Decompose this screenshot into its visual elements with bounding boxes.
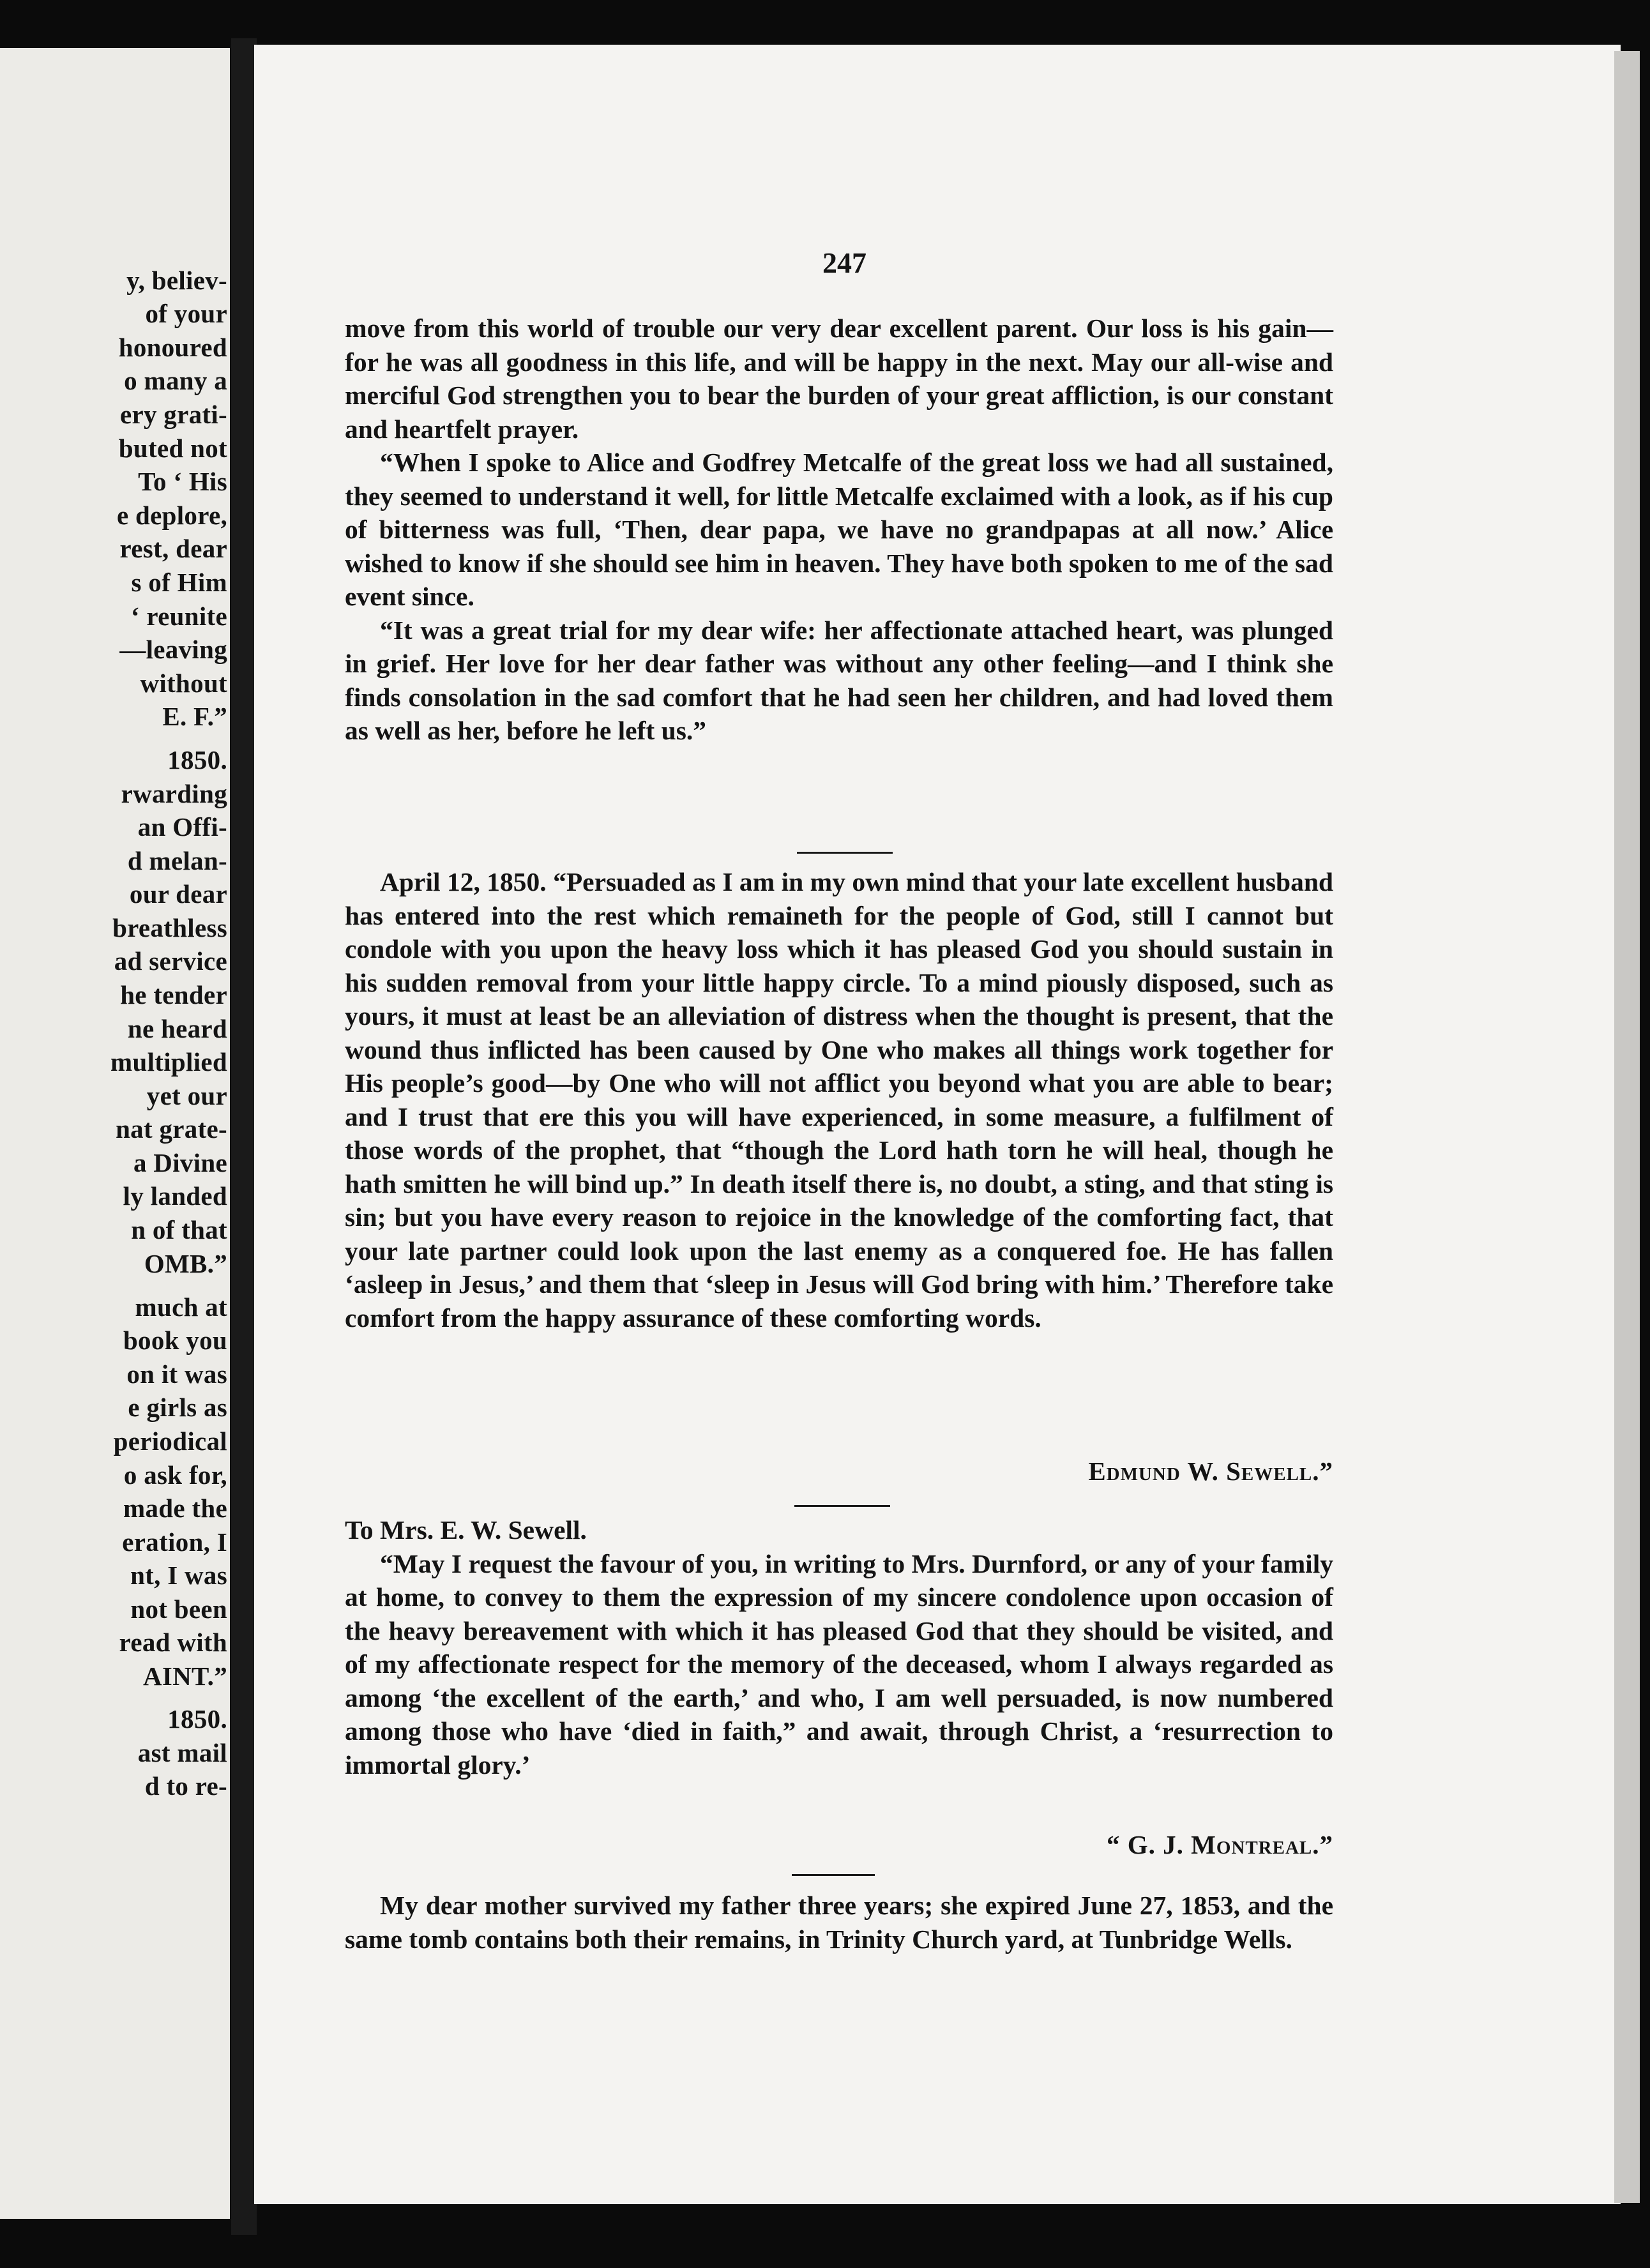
- left-page-line: 1850.: [167, 1704, 227, 1734]
- left-page-line: n of that: [131, 1215, 227, 1244]
- paragraph: “May I request the favour of you, in writing to Mrs. Durnford, or any of your family at home, to convey to them the expression of my sincere condolence upon occasion of the heavy bereavement with which it has pleased God that they should be visited, and of my affectionate respect for the memory of the deceased, whom I always regarded as among ‘the excellent of the earth,’ and who, I am well persuaded, is now numbered among those who have ‘died in faith,” and await, through Christ, a ‘resurrection to immortal glory.’: [345, 1548, 1333, 1780]
- left-page-line: not been: [130, 1594, 227, 1624]
- closing-note: [345, 1889, 1333, 1956]
- left-page-line: e girls as: [128, 1393, 227, 1422]
- left-page-line: o many a: [124, 366, 227, 395]
- left-page-line: rest, dear: [119, 534, 227, 563]
- left-page-line: periodical: [113, 1426, 227, 1456]
- paragraph: “When I spoke to Alice and Godfrey Metcalfe of the great loss we had all sustained, they seemed to understand it well, for little Metcalfe exclaimed with a look, as if his cup of bitterness was full, ‘Then, dear papa, we have no grandpapas at all now.’ Alice wished to know if she should see him in heaven. They have both spoken to me of the sad event since.: [345, 448, 1333, 611]
- left-page-line: our dear: [129, 879, 227, 909]
- left-page-line: buted not: [118, 434, 227, 463]
- page-number: 247: [822, 246, 867, 279]
- section-divider: [797, 852, 893, 854]
- page-edge: [1614, 51, 1640, 2203]
- left-page-line: rwarding: [121, 779, 227, 808]
- left-page-line: —leaving: [119, 635, 227, 664]
- left-page-line: AINT.”: [142, 1661, 227, 1691]
- left-page-line: on it was: [126, 1359, 227, 1389]
- paragraph: My dear mother survived my father three years; she expired June 27, 1853, and the same tomb contains both their remains, in Trinity Church yard, at Tunbridge Wells.: [345, 1891, 1333, 1954]
- signature: “ G. J. Montreal.”: [1106, 1830, 1333, 1859]
- left-page-line: ast mail: [137, 1738, 227, 1767]
- left-page-line: ne heard: [127, 1014, 227, 1043]
- left-page-line: 1850.: [167, 745, 227, 775]
- left-page-line: honoured: [118, 333, 227, 362]
- left-page-line: y, believ-: [126, 266, 227, 295]
- section-divider: [792, 1874, 875, 1876]
- left-page-line: To ‘ His: [138, 467, 227, 496]
- left-page-line: e deplore,: [116, 501, 227, 530]
- left-page-line: book you: [123, 1326, 227, 1355]
- left-facing-page: [0, 48, 230, 2219]
- left-page-line: a Divine: [133, 1148, 227, 1177]
- left-page-line: read with: [119, 1628, 227, 1657]
- left-page-line: ad service: [114, 946, 227, 976]
- left-page-line: yet our: [146, 1081, 227, 1110]
- left-page-line: breathless: [112, 913, 227, 942]
- left-page-line: much at: [135, 1292, 227, 1322]
- left-page-line: s of Him: [131, 568, 227, 597]
- section-divider: [794, 1505, 890, 1507]
- left-page-line: he tender: [120, 980, 227, 1009]
- left-page-line: OMB.”: [144, 1249, 227, 1278]
- left-page-line: without: [140, 669, 227, 698]
- salutation: To Mrs. E. W. Sewell.: [345, 1515, 587, 1545]
- signature: Edmund W. Sewell.”: [1088, 1456, 1333, 1486]
- letter-continuation: [345, 312, 1333, 748]
- left-page-line: nat grate-: [116, 1114, 227, 1144]
- paragraph: “It was a great trial for my dear wife: her affectionate attached heart, was plunged in grief. Her love for her dear father was without any other feeling—and I think she finds consolation in the sad comfort that he had seen her children, and had loved them as well as her, before he left us.”: [345, 615, 1333, 745]
- left-page-line: nt, I was: [130, 1561, 227, 1590]
- left-page-line: ‘ reunite: [130, 601, 227, 631]
- letter-april-1850: [345, 865, 1333, 1334]
- left-page-line: o ask for,: [123, 1460, 227, 1490]
- left-page-line: d to re-: [144, 1771, 227, 1801]
- paragraph: April 12, 1850. “Persuaded as I am in my own mind that your late excellent husband has entered into the rest which remaineth for the people of God, still I cannot but condole with you upon the heavy loss which it has pleased God you should sustain in his sudden removal from your little happy circle. To a mind piously disposed, such as yours, it must at least be an alleviation of distress when the thought is present, that the wound thus inflicted has been caused by One who makes all things work together for His people’s good—by One who will not afflict you beyond what you are able to bear; and I trust that ere this you will have experienced, in some measure, a fulfilment of those words of the prophet, that “though the Lord hath torn he will heal, though he hath smitten he will bind up.” In death itself there is, no doubt, a sting, and that sting is sin; but you have every reason to rejoice in the knowledge of the comforting fact, that your late partner could look upon the last enemy as a conquered foe. He has fallen ‘asleep in Jesus,’ and them that ‘sleep in Jesus will God bring with him.’ Therefore take comfort from the happy assurance of these comforting words.: [345, 867, 1333, 1333]
- left-page-line: eration, I: [122, 1527, 227, 1557]
- letter-montreal: [345, 1513, 1333, 1781]
- left-page-line: ery grati-: [119, 400, 227, 429]
- left-page-line: made the: [123, 1493, 227, 1523]
- left-page-line: d melan-: [127, 846, 227, 875]
- left-page-line: ly landed: [123, 1181, 227, 1211]
- paragraph: move from this world of trouble our very dear excellent parent. Our loss is his gain—for he was all goodness in this life, and will be happy in the next. May our all-wise and merciful God strengthen you to bear the burden of your great affliction, is our constant and heartfelt prayer.: [345, 314, 1333, 444]
- left-page-line: E. F.”: [162, 702, 227, 731]
- left-page-line: multiplied: [110, 1047, 227, 1077]
- left-page-line: of your: [145, 299, 227, 328]
- left-page-line: an Offi-: [137, 812, 227, 842]
- book-gutter: [231, 38, 257, 2235]
